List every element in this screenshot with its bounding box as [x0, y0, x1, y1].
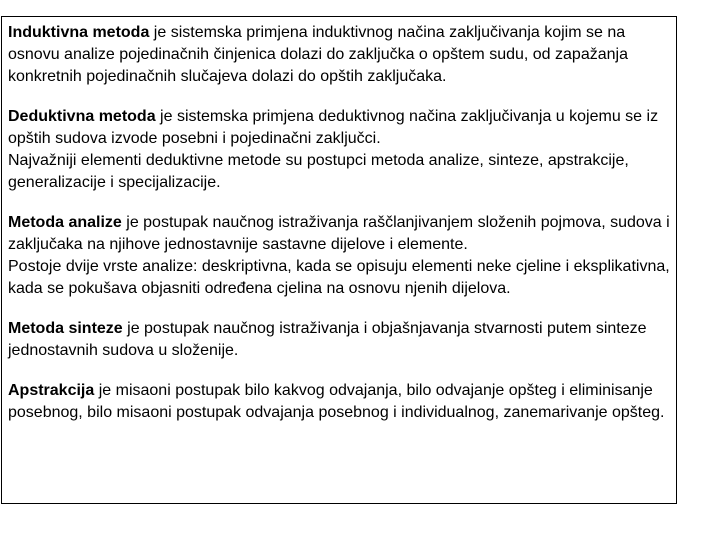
paragraph-apstrakcija [8, 380, 680, 424]
definition-induktivna-metoda: je sistemska primjena induktivnog načina zaključivanja kojim se na osnovu analize pojedinačnih činjenica dolazi do zaključka o opštem sudu, od zapažanja konkretnih pojedinačnih slučajeva dolazi do opštih zaključaka. [8, 24, 628, 85]
document-content [8, 22, 680, 424]
term-metoda-sinteze: Metoda sinteze [8, 320, 123, 337]
paragraph-gap [8, 88, 680, 106]
paragraph-induktivna-metoda [8, 22, 680, 88]
paragraph-gap [8, 362, 680, 380]
paragraph-vrste-analize: Postoje dvije vrste analize: deskriptivna, kada se opisuju elementi neke cjeline i eksplikativna, kada se pokušava objasniti određena cjelina na osnovu njenih dijelova. [8, 258, 670, 297]
definition-deduktivna-metoda: je sistemska primjena deduktivnog načina zaključivanja u kojemu se iz opštih sudova izvode posebni i pojedinačni zaključci. [8, 108, 659, 147]
paragraph-metoda-analize [8, 212, 680, 256]
paragraph-deduktivna-metoda [8, 106, 680, 150]
term-deduktivna-metoda: Deduktivna metoda [8, 108, 156, 125]
paragraph-deduktivna-elementi: Najvažniji elementi deduktivne metode su postupci metoda analize, sinteze, apstrakcije, generalizacije i specijalizacije. [8, 152, 629, 191]
term-apstrakcija: Apstrakcija [8, 382, 95, 399]
term-metoda-analize: Metoda analize [8, 214, 122, 231]
paragraph-gap [8, 300, 680, 318]
paragraph-metoda-sinteze [8, 318, 680, 362]
term-induktivna-metoda: Induktivna metoda [8, 24, 150, 41]
definition-apstrakcija: je misaoni postupak bilo kakvog odvajanja, bilo odvajanje opšteg i eliminisanje posebnog, bilo misaoni postupak odvajanja posebnog i individualnog, zanemarivanje opšteg. [8, 382, 665, 421]
document-frame [1, 16, 677, 504]
definition-metoda-sinteze: je postupak naučnog istraživanja i objašnjavanja stvarnosti putem sinteze jednostavnih sudova u složenije. [8, 320, 647, 359]
definition-metoda-analize: je postupak naučnog istraživanja raščlanjivanjem složenih pojmova, sudova i zaključaka na njihove jednostavnije sastavne dijelove i elemente. [8, 214, 670, 253]
paragraph-gap [8, 194, 680, 212]
